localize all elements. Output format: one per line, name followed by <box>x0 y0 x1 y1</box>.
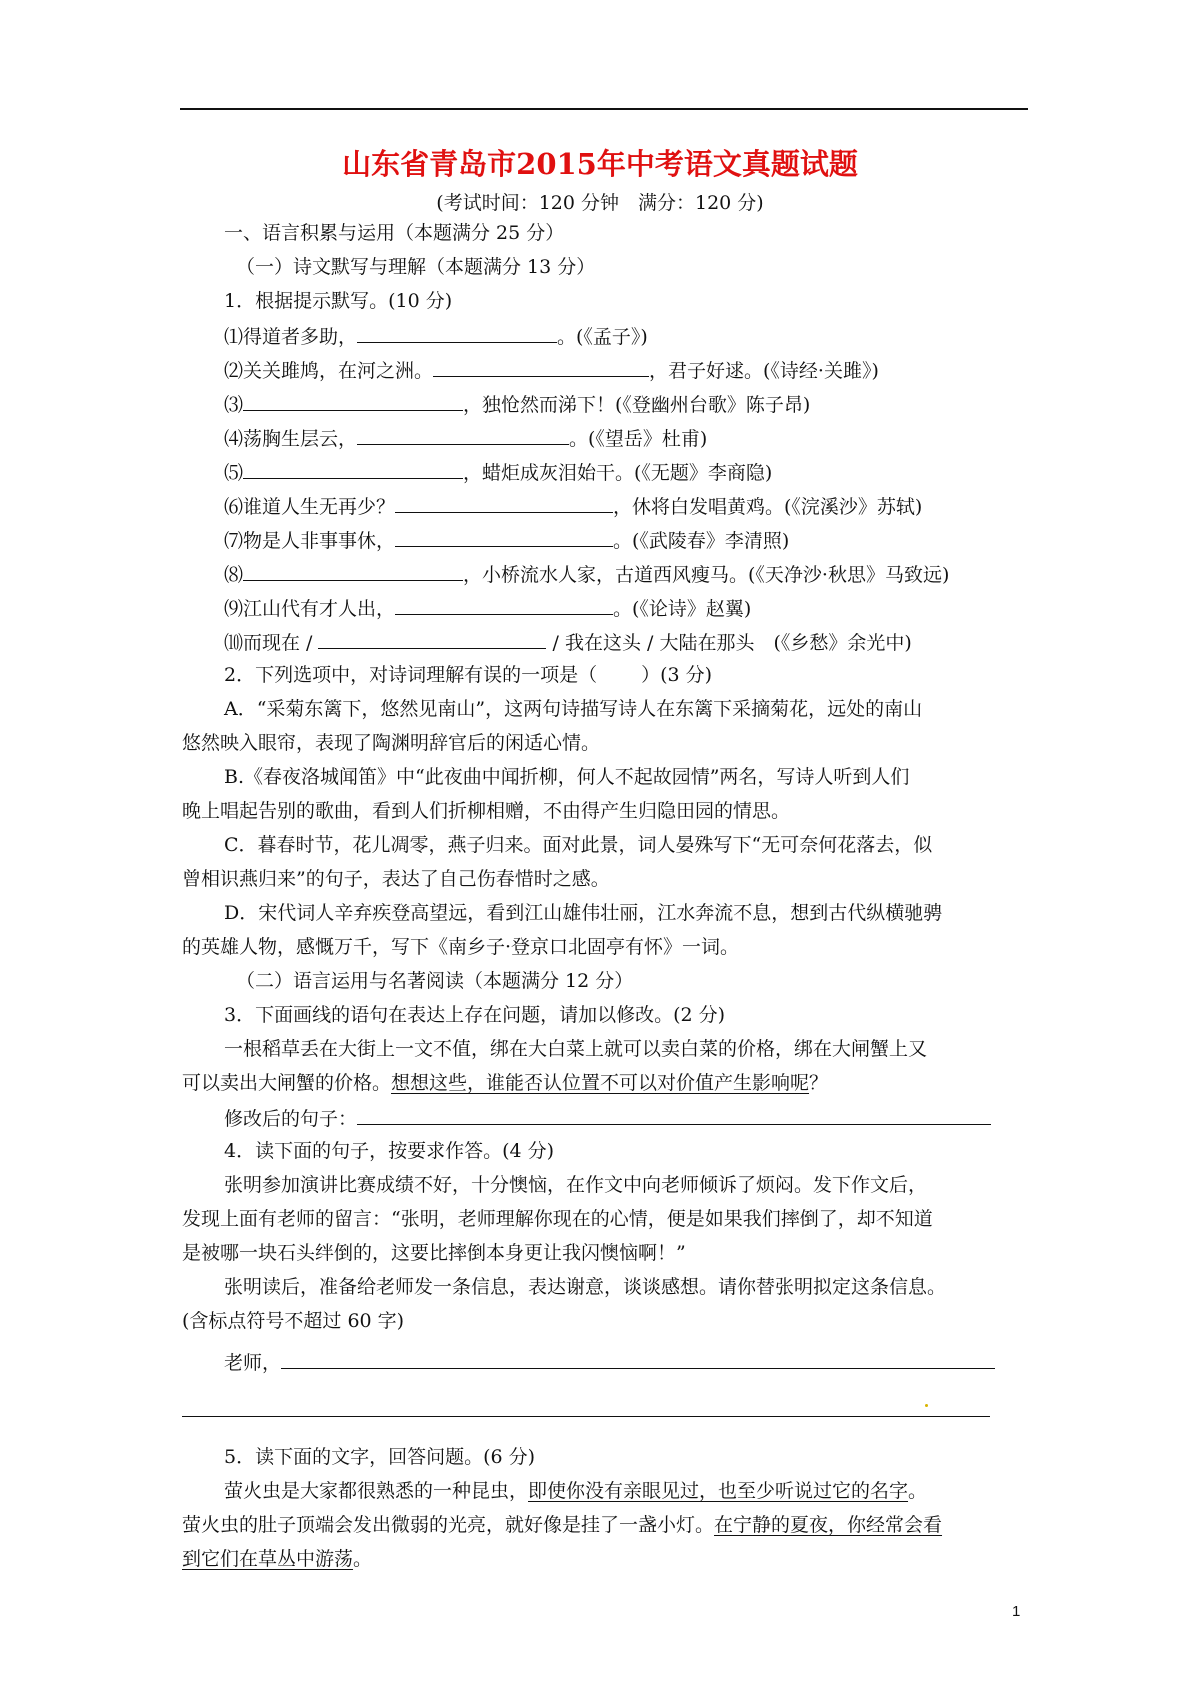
recite-item: ⑶ ，独怆然而涕下！(《登幽州台歌》陈子昂) <box>224 390 810 416</box>
recite-item: ⑽而现在 / / 我在这头 / 大陆在那头 (《乡愁》余光中) <box>224 628 912 654</box>
question-4-answer: 老师， <box>224 1348 995 1374</box>
answer-blank[interactable] <box>243 390 463 411</box>
answer-line-2[interactable] <box>182 1416 990 1417</box>
subsection-heading: （二）语言运用与名著阅读（本题满分 12 分） <box>236 970 634 992</box>
answer-blank[interactable] <box>357 424 569 445</box>
option-d: D．宋代词人辛弃疾登高望远，看到江山雄伟壮丽，江水奔流不息，想到古代纵横驰骋 <box>224 902 943 924</box>
question-5-stem: 5．读下面的文字，回答问题。(6 分) <box>224 1446 536 1468</box>
option-a-cont: 悠然映入眼帘，表现了陶渊明辞官后的闲适心情。 <box>182 732 601 754</box>
option-b-cont: 晚上唱起告别的歌曲，看到人们折柳相赠，不由得产生归隐田园的情思。 <box>182 800 791 822</box>
answer-blank[interactable] <box>395 594 613 615</box>
recite-item: ⑻ ，小桥流水人家，古道西风瘦马。(《天净沙·秋思》马致远) <box>224 560 949 586</box>
question-4-stem: 4．读下面的句子，按要求作答。(4 分) <box>224 1140 555 1162</box>
recite-item: ⑷荡胸生层云， 。(《望岳》杜甫) <box>224 424 707 450</box>
question-3-passage: 一根稻草丢在大街上一文不值，绑在大白菜上就可以卖白菜的价格，绑在大闸蟹上又 <box>224 1038 928 1060</box>
answer-blank[interactable] <box>318 628 546 649</box>
underlined-sentence: 即使你没有亲眼见过，也至少听说过它的名字 <box>528 1480 909 1502</box>
answer-blank[interactable] <box>243 560 463 581</box>
question-2-stem: 2．下列选项中，对诗词理解有误的一项是（ ）(3 分) <box>224 664 713 686</box>
recite-item: ⑸ ，蜡炬成灰泪始干。(《无题》李商隐) <box>224 458 772 484</box>
answer-blank[interactable] <box>243 458 463 479</box>
question-3-passage-cont: 可以卖出大闸蟹的价格。想想这些，谁能否认位置不可以对价值产生影响呢？ <box>182 1072 829 1094</box>
option-d-cont: 的英雄人物，感慨万千，写下《南乡子·登京口北固亭有怀》一词。 <box>182 936 740 958</box>
section-heading: 一、语言积累与运用（本题满分 25 分） <box>224 222 565 244</box>
option-c-cont: 曾相识燕归来”的句子，表达了自己伤春惜时之感。 <box>182 868 610 890</box>
page-title: 山东省青岛市2015年中考语文真题试题 <box>342 147 858 181</box>
question-4-limit: (含标点符号不超过 60 字) <box>182 1310 405 1332</box>
recite-item: ⑺物是人非事事休， 。(《武陵春》李清照) <box>224 526 789 552</box>
scan-speck <box>925 1404 928 1407</box>
answer-line[interactable] <box>281 1348 995 1369</box>
underlined-sentence: 到它们在草丛中游荡 <box>182 1548 354 1570</box>
underlined-sentence: 在宁静的夏夜，你经常会看 <box>714 1514 943 1536</box>
recite-item: ⑵关关雎鸠，在河之洲。 ，君子好逑。(《诗经·关雎》) <box>224 356 879 382</box>
question-4-passage: 张明参加演讲比赛成绩不好，十分懊恼，在作文中向老师倾诉了烦闷。发下作文后， <box>224 1174 928 1196</box>
recite-item: ⑼江山代有才人出， 。(《论诗》赵翼) <box>224 594 751 620</box>
question-3-answer: 修改后的句子： <box>224 1104 991 1130</box>
question-3-stem: 3．下面画线的语句在表达上存在问题，请加以修改。(2 分) <box>224 1004 726 1026</box>
question-4-passage: 发现上面有老师的留言：“张明，老师理解你现在的心情，便是如果我们摔倒了，却不知道 <box>182 1208 933 1230</box>
page-number: 1 <box>1012 1603 1021 1620</box>
subsection-heading: （一）诗文默写与理解（本题满分 13 分） <box>236 256 596 278</box>
question-5-passage: 到它们在草丛中游荡。 <box>182 1548 373 1570</box>
option-c: C．暮春时节，花儿凋零，燕子归来。面对此景，词人晏殊写下“无可奈何花落去，似 <box>224 834 933 856</box>
question-5-passage: 萤火虫是大家都很熟悉的一种昆虫，即使你没有亲眼见过，也至少听说过它的名字。 <box>224 1480 928 1502</box>
question-4-task: 张明读后，准备给老师发一条信息，表达谢意，谈谈感想。请你替张明拟定这条信息。 <box>224 1276 947 1298</box>
exam-info: (考试时间：120 分钟 满分：120 分) <box>436 192 764 214</box>
answer-line[interactable] <box>357 1104 991 1125</box>
answer-blank[interactable] <box>433 356 649 377</box>
underlined-sentence: 想想这些，谁能否认位置不可以对价值产生影响呢 <box>391 1072 810 1094</box>
recite-item: ⑹谁道人生无再少？ ，休将白发唱黄鸡。(《浣溪沙》苏轼) <box>224 492 922 518</box>
recite-item: ⑴得道者多助， 。(《孟子》) <box>224 322 648 348</box>
option-b: B.《春夜洛城闻笛》中“此夜曲中闻折柳，何人不起故园情”两名，写诗人听到人们 <box>224 766 910 788</box>
answer-blank[interactable] <box>395 492 613 513</box>
question-4-passage: 是被哪一块石头绊倒的，这要比摔倒本身更让我闪懊恼啊！” <box>182 1242 686 1264</box>
question-5-passage: 萤火虫的肚子顶端会发出微弱的光亮，就好像是挂了一盏小灯。在宁静的夏夜，你经常会看 <box>182 1514 943 1536</box>
answer-blank[interactable] <box>357 322 557 343</box>
option-a: A．“采菊东篱下，悠然见南山”，这两句诗描写诗人在东篱下采摘菊花，远处的南山 <box>224 698 923 720</box>
answer-blank[interactable] <box>395 526 613 547</box>
header-rule <box>180 108 1028 110</box>
question-1-stem: 1．根据提示默写。(10 分) <box>224 290 453 312</box>
